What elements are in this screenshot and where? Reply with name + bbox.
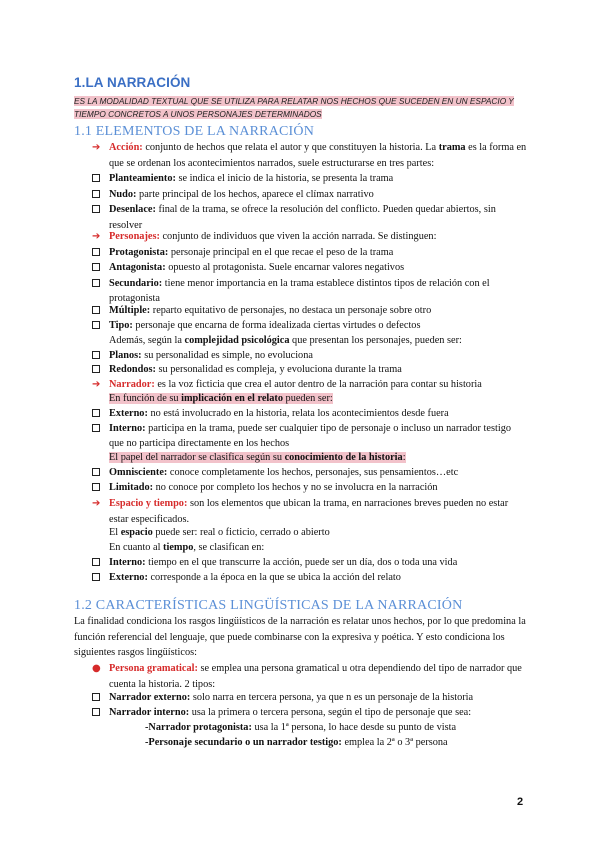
arrow-icon: ➔ [92,498,101,509]
sub-item-protagonista: -Narrador protagonista: usa la 1ª persona, lo hace desde su punto de vista [145,721,457,733]
checkbox-icon [92,555,106,571]
checkbox-icon [92,465,106,481]
checkbox-icon [92,318,106,334]
checkbox-icon [92,260,106,276]
arrow-icon: ➔ [92,231,101,242]
checkbox-icon [92,202,106,218]
page-number: 2 [517,796,524,808]
section-heading-characteristics: 1.2 CARACTERÍSTICAS LINGÜÍSTICAS DE LA NARRACIÓN [74,598,463,613]
page-title: 1.LA NARRACIÓN [74,75,191,90]
arrow-icon: ➔ [92,142,101,153]
checkbox-icon [92,480,106,496]
intro-paragraph: La finalidad condiciona los rasgos lingüísticos de la narración es relatar unos hechos, por lo que predomina la función referencial del lenguaje, que puede combinarse con la expresiva y poética. Y esto condiciona los siguientes rasgos lingüísticos: [74,616,526,659]
document-page: 1.LA NARRACIÓN ES LA MODALIDAD TEXTUAL QUE SE UTILIZA PARA RELATAR NOS HECHOS QUE SUCEDEN EN UN ESPACIO Y TIEMPO CONCRETOS A UNOS PERSONAJES DETERMINADOS 1.1 ELEMENTOS DE LA NARRACIÓN ➔ Acción: conjunto de hechos que relata el autor y que constituyen la historia. La trama es la forma en que se ordenan los acontecimientos narrados, suele estructurarse en tres partes: Planteamiento: se indica el inicio de la historia, se presenta la trama Nudo: parte principal de los hechos, aparece el clímax narrativo Desenlace: final de la trama, se ofrece la resolución del conflicto. Pueden quedar abiertos, sin resolver ➔ Personajes: conjunto de individuos que viven la acción narrada. Se distinguen: Protagonista: personaje principal en el que recae el peso de la trama Antagonista: opuesto al protagonista. Suele encarnar valores negativos Secundario: tiene menor importancia en la trama establece distintos tipos de relación con el protagonista Múltiple: reparto equitativo de personajes, no destaca un personaje sobre otro Tipo: personaje que encarna de forma idealizada ciertas virtudes o defectos Además, según la complejidad psicológica que presentan los personajes, pueden ser: Planos: su personalidad es simple, no evoluciona Redondos: su personalidad es compleja, y evoluciona durante la trama ➔ Narrador: es la voz ficticia que crea el autor dentro de la narración para contar su historia En función de su implicación en el relato pueden ser: Externo: no está involucrado en la historia, relata los acontecimientos desde fuera Interno: participa en la trama, puede ser cualquier tipo de personaje o incluso un narrador testigo que no participa directamente en los hechos El papel del narrador se clasifica según su conocimiento de la historia: Omnisciente: conoce completamente los hechos, personajes, sus pensamientos…etc Limitado: no conoce por completo los hechos y no se involucra en la narración ➔ Espacio y tiempo: son los elementos que ubican la trama, en narraciones breves pueden no estar estar especificados. El espacio puede ser: real o ficticio, cerrado o abierto En cuanto al tiempo, se clasifican en: Interno: tiempo en el que transcurre la acción, puede ser un día, dos o toda una vida Externo: corresponde a la época en la que se ubica la acción del relato 1.2 CARACTERÍSTICAS LINGÜÍSTICAS DE LA NARRACIÓN La finalidad condiciona los rasgos lingüísticos de la narración es relatar unos hechos, por lo que predomina la función referencial del lenguaje, que puede combinarse con la expresiva y poética. Y esto condiciona los siguientes rasgos lingüísticos: ● Persona gramatical: se emplea una persona gramatical u otra dependiendo del tipo de narrador que cuenta la historia. 2 tipos: Narrador externo: solo narra en tercera persona, ya que n es un personaje de la historia Narrador interno: usa la primera o tercera persona, según el tipo de personaje que sea: -Narrador protagonista: usa la 1ª persona, lo hace desde su punto de vista -Personaje secundario o un narrador testigo: emplea la 2ª o 3ª persona 2 [0,0,600,848]
checkbox-icon [92,406,106,422]
checkbox-icon [92,276,106,292]
section-heading-elements: 1.1 ELEMENTOS DE LA NARRACIÓN [74,124,315,139]
checkbox-icon [92,245,106,261]
checkbox-icon [92,171,106,187]
checkbox-icon [92,705,106,721]
checkbox-icon [92,690,106,706]
checkbox-icon [92,303,106,319]
checkbox-icon [92,187,106,203]
arrow-icon: ➔ [92,378,101,390]
checkbox-icon [92,570,106,586]
definition-subtitle: ES LA MODALIDAD TEXTUAL QUE SE UTILIZA PARA RELATAR NOS HECHOS QUE SUCEDEN EN UN ESPACIO Y TIEMPO CONCRETOS A UNOS PERSONAJES DETERMINADOS [74,96,514,119]
bullet-dot-icon: ● [92,663,101,674]
checkbox-icon [92,362,106,378]
sub-item-secundario: -Personaje secundario o un narrador testigo: emplea la 2ª o 3ª persona [145,736,448,748]
checkbox-icon [92,421,106,437]
